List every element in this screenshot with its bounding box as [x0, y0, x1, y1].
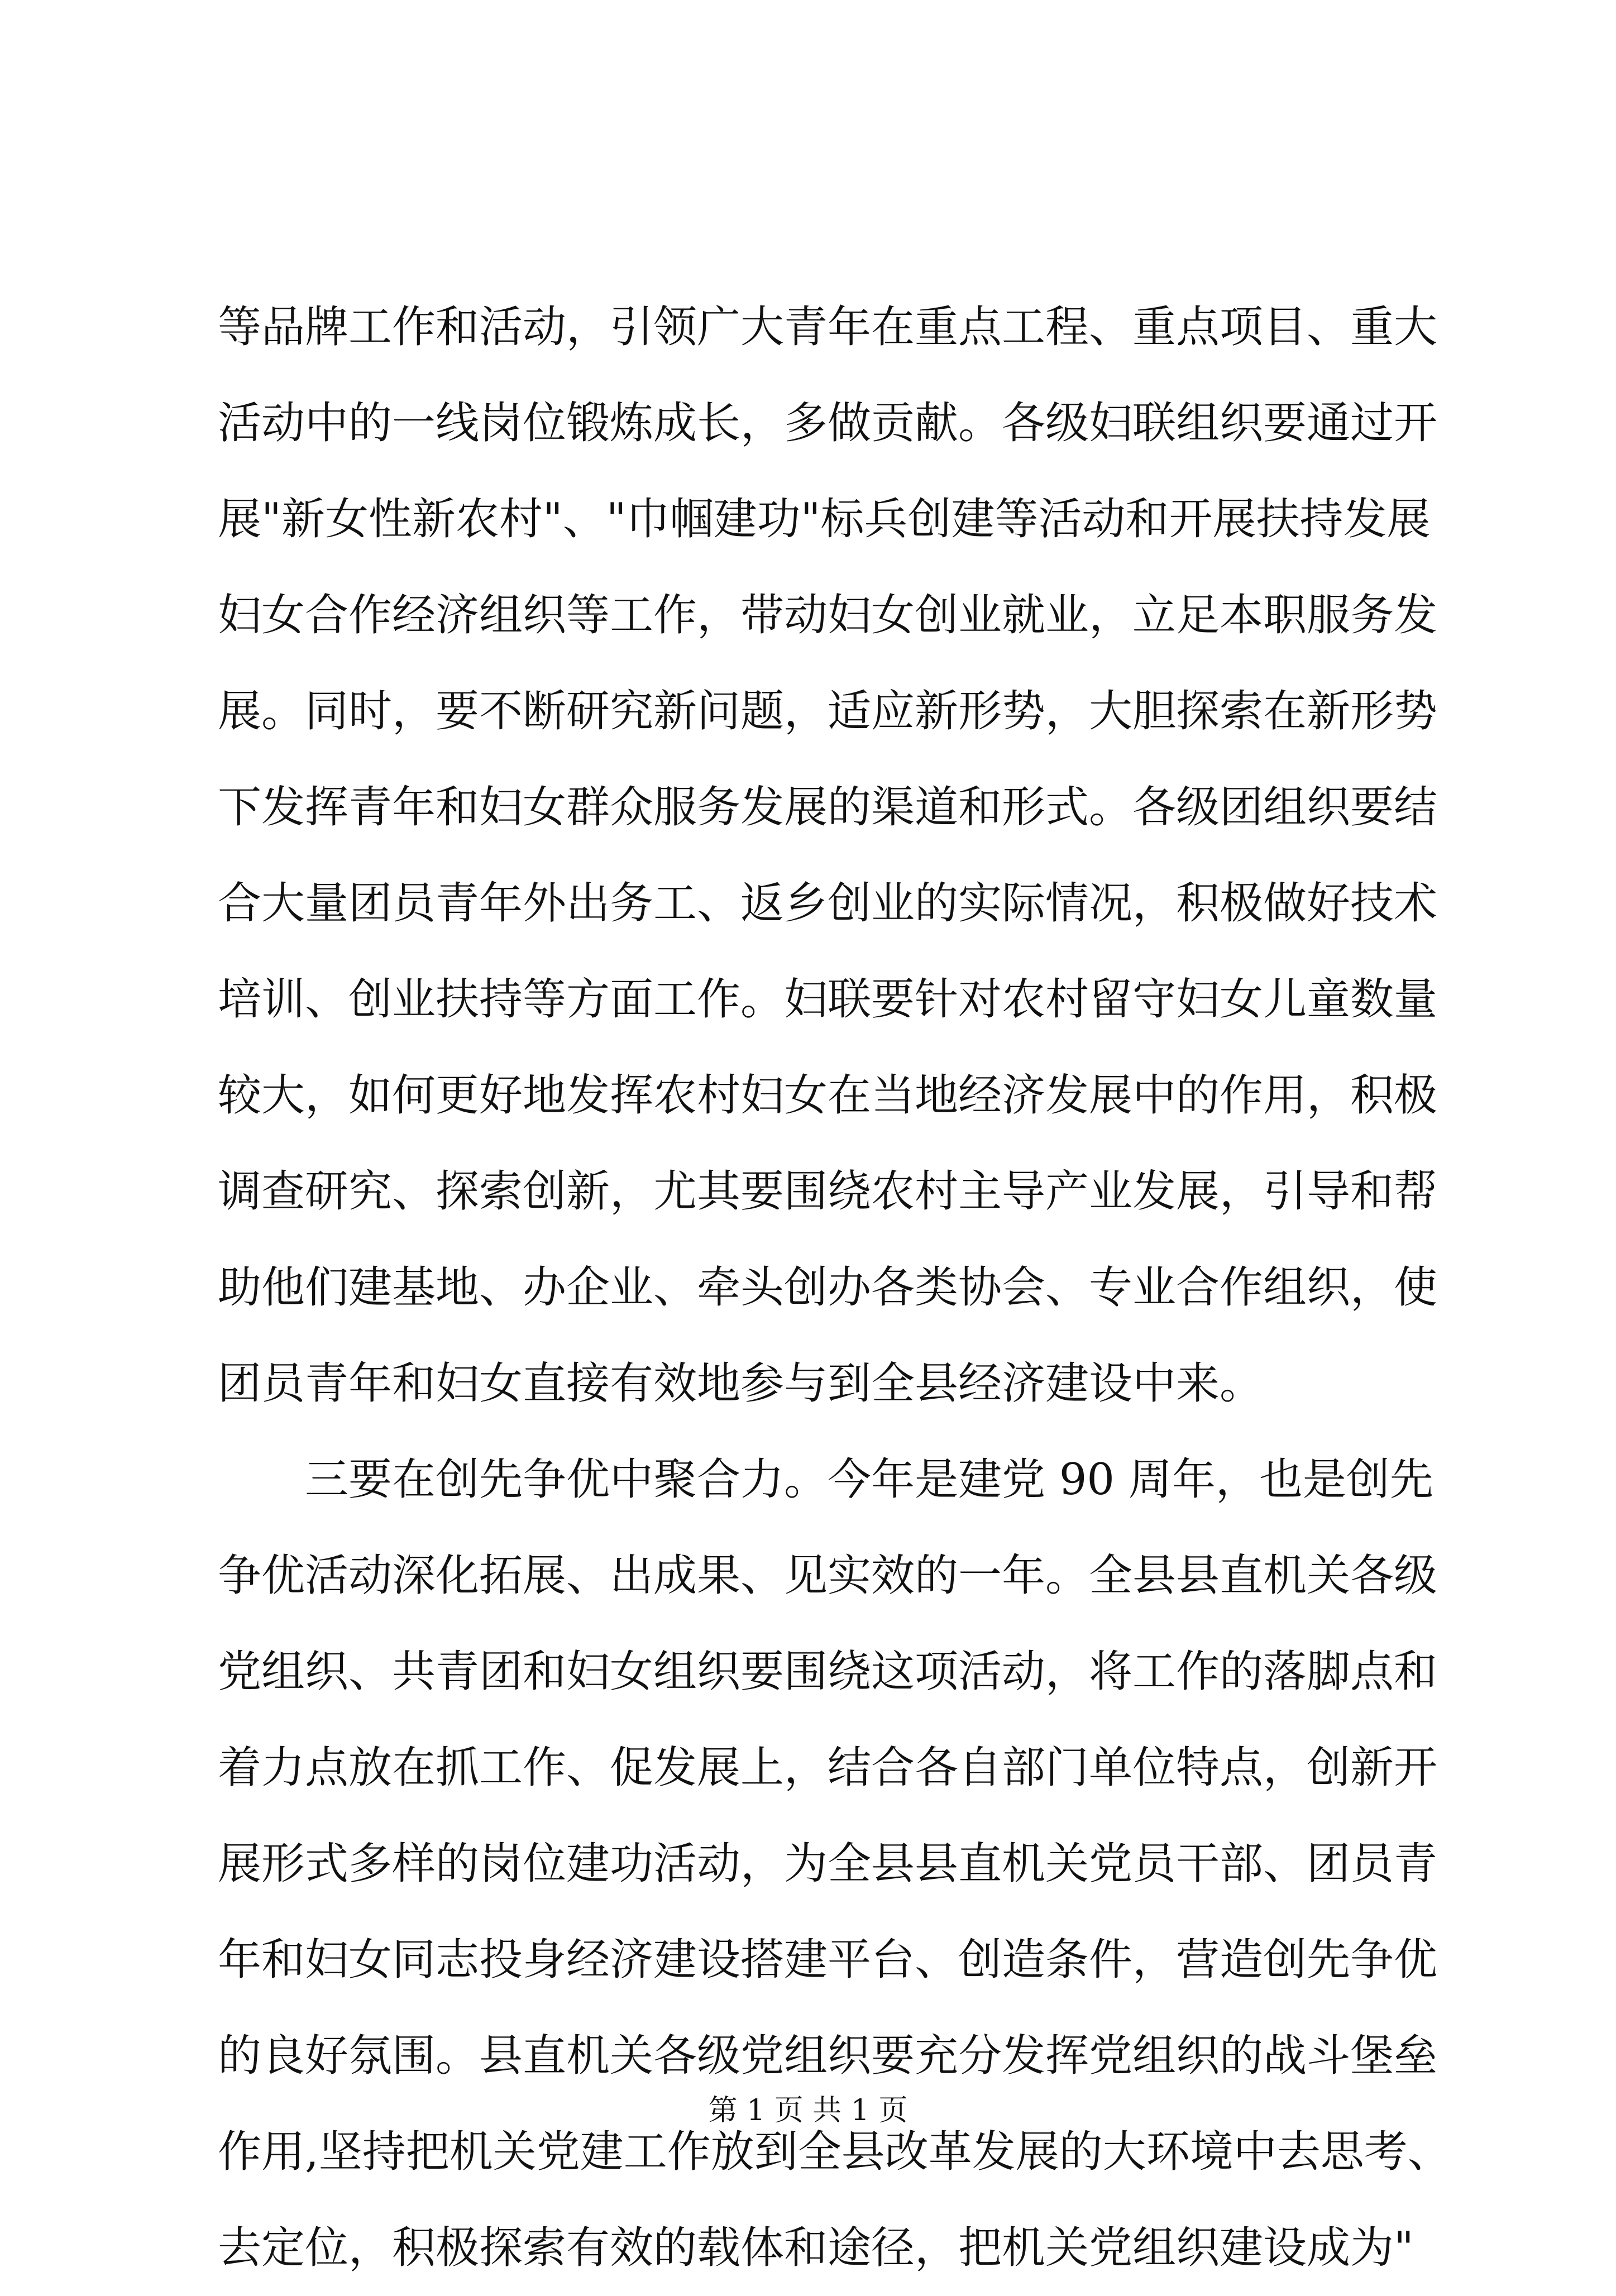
text-line-20: 作用,坚持把机关党建工作放到全县改革发展的大环境中去思考、	[218, 2127, 1451, 2177]
text-line-10: 调查研究、探索创新，尤其要围绕农村主导产业发展，引导和帮	[218, 1166, 1438, 1217]
text-line-8: 培训、创业扶持等方面工作。妇联要针对农村留守妇女儿童数量	[218, 974, 1438, 1025]
text-line-13: 三要在创先争优中聚合力。今年是建党 90 周年，也是创先	[305, 1455, 1433, 1505]
text-line-18: 年和妇女同志投身经济建设搭建平台、创造条件，营造创先争优	[218, 1935, 1438, 1985]
text-line-17: 展形式多样的岗位建功活动，为全县县直机关党员干部、团员青	[218, 1839, 1438, 1889]
page-number-footer: 第 1 页 共 1 页	[708, 2094, 908, 2127]
text-line-11: 助他们建基地、办企业、牵头创办各类协会、专业合作组织，使	[218, 1262, 1438, 1313]
text-line-9: 较大，如何更好地发挥农村妇女在当地经济发展中的作用，积极	[218, 1070, 1438, 1121]
text-line-19: 的良好氛围。县直机关各级党组织要充分发挥党组织的战斗堡垒	[218, 2031, 1438, 2081]
text-line-15: 党组织、共青团和妇女组织要围绕这项活动，将工作的落脚点和	[218, 1647, 1438, 1697]
text-line-14: 争优活动深化拓展、出成果、见实效的一年。全县县直机关各级	[218, 1551, 1438, 1601]
text-line-6: 下发挥青年和妇女群众服务发展的渠道和形式。各级团组织要结	[218, 782, 1438, 833]
text-line-3: 展"新女性新农村"、"巾帼建功"标兵创建等活动和开展扶持发展	[218, 494, 1431, 544]
text-line-7: 合大量团员青年外出务工、返乡创业的实际情况，积极做好技术	[218, 878, 1438, 929]
text-line-4: 妇女合作经济组织等工作，带动妇女创业就业，立足本职服务发	[218, 590, 1438, 640]
body-text	[218, 279, 1451, 2296]
text-line-16: 着力点放在抓工作、促发展上，结合各自部门单位特点，创新开	[218, 1743, 1438, 1793]
text-line-21: 去定位，积极探索有效的载体和途径，把机关党组织建设成为"	[218, 2223, 1414, 2273]
text-line-1: 等品牌工作和活动，引领广大青年在重点工程、重点项目、重大	[218, 302, 1438, 352]
text-line-2: 活动中的一线岗位锻炼成长，多做贡献。各级妇联组织要通过开	[218, 398, 1438, 448]
text-line-5: 展。同时，要不断研究新问题，适应新形势，大胆探索在新形势	[218, 686, 1438, 736]
text-line-12: 团员青年和妇女直接有效地参与到全县经济建设中来。	[218, 1359, 1264, 1409]
